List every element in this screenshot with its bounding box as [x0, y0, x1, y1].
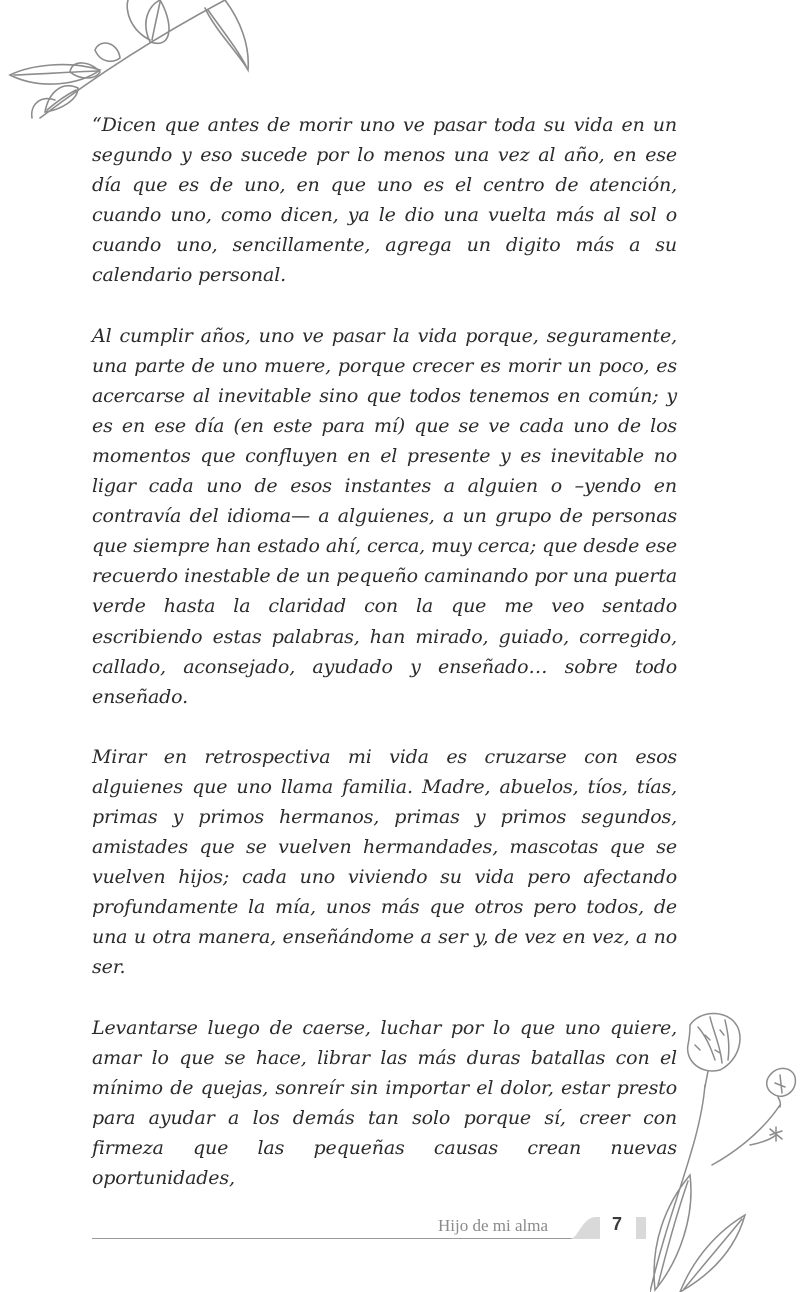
page-body [92, 110, 677, 1193]
leaf-branch-icon [0, 0, 260, 120]
page-footer [92, 1213, 652, 1243]
footer-rule [92, 1238, 612, 1239]
paragraph: Al cumplir años, uno ve pasar la vida porque, seguramente, una parte de uno muere, porque crecer es morir un poco, es acercarse al inevitable sino que todos tenemos en común; y es en ese día (en este para mí) que se ve cada uno de los momentos que confluyen en el presente y es inevitable no ligar cada uno de esos instantes a alguien o –yendo en contravía del idioma— a alguienes, a un grupo de personas que siempre han estado ahí, cerca, muy cerca; que desde ese recuerdo inestable de un pequeño caminando por una puerta verde hasta la claridad con la que me veo sentado escribiendo estas palabras, han mirado, guiado, corregido, callado, aconsejado, ayudado y enseñado… sobre todo enseñado. [92, 324, 677, 708]
paragraph: Mirar en retrospectiva mi vida es cruzarse con esos alguienes que uno llama familia. Madre, abuelos, tíos, tías, primas y primos hermanos, primas y primos segundos, amistades que se vuelven hermandades, mascotas que se vuelven hijos; cada uno viviendo su vida pero afectando profundamente la mía, unos más que otros pero todos, de una u otra manera, enseñándome a ser y, de vez en vez, a no ser. [92, 745, 677, 979]
paragraph: “Dicen que antes de morir uno ve pasar toda su vida en un segundo y eso sucede por lo menos una vez al año, en ese día que es de uno, en que uno es el centro de atención, cuando uno, como dicen, ya le dio una vuelta más al sol o cuando uno, sencillamente, agrega un digito más a su calendario personal. [92, 114, 677, 287]
page-number: 7 [611, 1214, 622, 1234]
paragraph: Levantarse luego de caerse, luchar por lo que uno quiere, amar lo que se hace, librar las más duras batallas con el mínimo de quejas, sonreír sin importar el dolor, estar presto para ayudar a los demás tan solo porque sí, creer con firmeza que las pequeñas causas crean nuevas oportunidades, [92, 1016, 677, 1189]
running-title: Hijo de mi alma [437, 1216, 548, 1235]
